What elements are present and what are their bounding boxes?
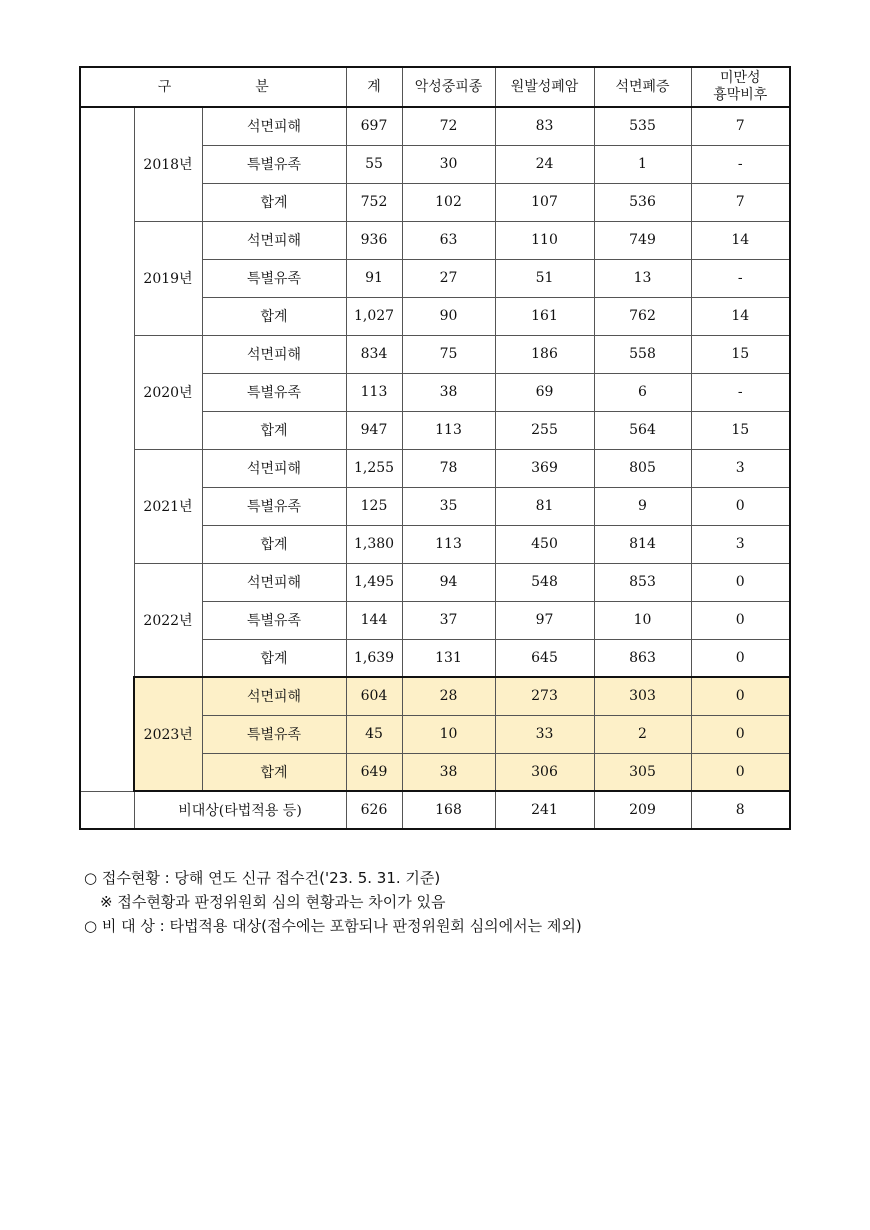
note-line-1: ○ 접수현황 : 당해 연도 신규 접수건('23. 5. 31. 기준) xyxy=(84,869,441,887)
header-category-2: 분 xyxy=(255,78,269,95)
non-target-c2: 241 xyxy=(495,791,594,829)
year-cell: 2020년 xyxy=(134,335,202,449)
cell-total: 1,027 xyxy=(346,297,402,335)
cell-c2: 110 xyxy=(495,221,594,259)
header-col4 xyxy=(691,67,790,107)
cell-c1: 102 xyxy=(402,183,495,221)
row-label: 합계 xyxy=(202,639,346,677)
cell-total: 936 xyxy=(346,221,402,259)
non-target-c1: 168 xyxy=(402,791,495,829)
row-label: 석면피해 xyxy=(202,563,346,601)
cell-c4: 7 xyxy=(691,107,790,145)
cell-c1: 30 xyxy=(402,145,495,183)
header-col4-line2: 흉막비후 xyxy=(713,87,768,103)
cell-c2: 255 xyxy=(495,411,594,449)
row-label: 석면피해 xyxy=(202,221,346,259)
cell-c2: 450 xyxy=(495,525,594,563)
cell-c3: 13 xyxy=(594,259,691,297)
cell-c4: 3 xyxy=(691,449,790,487)
row-label: 석면피해 xyxy=(202,677,346,715)
row-label: 합계 xyxy=(202,297,346,335)
cell-c4: 15 xyxy=(691,335,790,373)
year-cell: 2021년 xyxy=(134,449,202,563)
cell-c2: 369 xyxy=(495,449,594,487)
cell-c2: 97 xyxy=(495,601,594,639)
cell-total: 144 xyxy=(346,601,402,639)
cell-c3: 564 xyxy=(594,411,691,449)
cell-c1: 113 xyxy=(402,525,495,563)
table-header-row xyxy=(80,67,790,107)
row-label: 특별유족 xyxy=(202,373,346,411)
cell-c4: 7 xyxy=(691,183,790,221)
year-cell: 2019년 xyxy=(134,221,202,335)
row-label: 석면피해 xyxy=(202,449,346,487)
cell-c2: 548 xyxy=(495,563,594,601)
cell-c2: 83 xyxy=(495,107,594,145)
cell-c2: 645 xyxy=(495,639,594,677)
cell-c2: 69 xyxy=(495,373,594,411)
table-row xyxy=(80,563,790,601)
cell-c4: 0 xyxy=(691,639,790,677)
cell-c1: 131 xyxy=(402,639,495,677)
row-label: 특별유족 xyxy=(202,715,346,753)
cell-c1: 78 xyxy=(402,449,495,487)
cell-c4: 15 xyxy=(691,411,790,449)
cell-total: 91 xyxy=(346,259,402,297)
table-row xyxy=(80,677,790,715)
cell-c4: 14 xyxy=(691,221,790,259)
cell-c1: 90 xyxy=(402,297,495,335)
cell-c4: 0 xyxy=(691,677,790,715)
cell-c4: - xyxy=(691,373,790,411)
cell-total: 947 xyxy=(346,411,402,449)
cell-c2: 51 xyxy=(495,259,594,297)
cell-c4: 0 xyxy=(691,563,790,601)
table-body xyxy=(80,107,790,829)
cell-c3: 853 xyxy=(594,563,691,601)
notes-section xyxy=(84,866,804,938)
cell-c4: - xyxy=(691,145,790,183)
table-row xyxy=(80,449,790,487)
cell-total: 649 xyxy=(346,753,402,791)
cell-c3: 558 xyxy=(594,335,691,373)
table-row xyxy=(80,221,790,259)
cell-c2: 161 xyxy=(495,297,594,335)
cell-total: 1,380 xyxy=(346,525,402,563)
cell-c1: 94 xyxy=(402,563,495,601)
cell-c2: 33 xyxy=(495,715,594,753)
cell-total: 1,639 xyxy=(346,639,402,677)
header-col4-line1: 미만성 xyxy=(719,70,761,86)
cell-c3: 6 xyxy=(594,373,691,411)
table-row-non-target xyxy=(80,791,790,829)
row-label: 합계 xyxy=(202,183,346,221)
cell-total: 834 xyxy=(346,335,402,373)
header-category xyxy=(80,67,346,107)
cell-c2: 81 xyxy=(495,487,594,525)
cell-total: 45 xyxy=(346,715,402,753)
cell-total: 697 xyxy=(346,107,402,145)
cell-c1: 37 xyxy=(402,601,495,639)
cell-total: 604 xyxy=(346,677,402,715)
cell-c3: 535 xyxy=(594,107,691,145)
note-line-2: ※ 접수현황과 판정위원회 심의 현황과는 차이가 있음 xyxy=(100,893,446,911)
cell-c3: 9 xyxy=(594,487,691,525)
header-col2: 원발성폐암 xyxy=(495,67,594,107)
cell-c1: 113 xyxy=(402,411,495,449)
cell-c1: 28 xyxy=(402,677,495,715)
cell-total: 113 xyxy=(346,373,402,411)
cell-c4: 0 xyxy=(691,715,790,753)
cell-c1: 63 xyxy=(402,221,495,259)
spacer-cell xyxy=(80,107,134,791)
cell-c3: 805 xyxy=(594,449,691,487)
header-category-1: 구 xyxy=(157,78,172,95)
row-label: 특별유족 xyxy=(202,487,346,525)
header-total: 계 xyxy=(346,67,402,107)
cell-total: 55 xyxy=(346,145,402,183)
cell-total: 1,255 xyxy=(346,449,402,487)
non-target-c4: 8 xyxy=(691,791,790,829)
cell-c4: 0 xyxy=(691,753,790,791)
cell-c2: 306 xyxy=(495,753,594,791)
statistics-table xyxy=(79,66,791,830)
cell-c2: 107 xyxy=(495,183,594,221)
cell-c2: 273 xyxy=(495,677,594,715)
row-label: 특별유족 xyxy=(202,259,346,297)
header-col1: 악성중피종 xyxy=(402,67,495,107)
cell-c3: 2 xyxy=(594,715,691,753)
non-target-label: 비대상(타법적용 등) xyxy=(134,791,346,829)
cell-c3: 749 xyxy=(594,221,691,259)
cell-c3: 762 xyxy=(594,297,691,335)
non-target-total: 626 xyxy=(346,791,402,829)
cell-c1: 35 xyxy=(402,487,495,525)
cell-c4: 3 xyxy=(691,525,790,563)
year-cell: 2023년 xyxy=(134,677,202,791)
cell-total: 125 xyxy=(346,487,402,525)
cell-total: 752 xyxy=(346,183,402,221)
cell-c1: 38 xyxy=(402,373,495,411)
note-line-3: ○ 비 대 상 : 타법적용 대상(접수에는 포함되나 판정위원회 심의에서는 제외) xyxy=(84,917,582,935)
cell-c4: 14 xyxy=(691,297,790,335)
cell-c1: 10 xyxy=(402,715,495,753)
cell-c1: 75 xyxy=(402,335,495,373)
year-cell: 2022년 xyxy=(134,563,202,677)
table-row xyxy=(80,107,790,145)
cell-c3: 10 xyxy=(594,601,691,639)
row-label: 석면피해 xyxy=(202,335,346,373)
cell-c2: 24 xyxy=(495,145,594,183)
header-col3: 석면폐증 xyxy=(594,67,691,107)
non-target-c3: 209 xyxy=(594,791,691,829)
row-label: 합계 xyxy=(202,753,346,791)
cell-c3: 303 xyxy=(594,677,691,715)
row-label: 합계 xyxy=(202,411,346,449)
cell-c4: 0 xyxy=(691,601,790,639)
cell-c4: 0 xyxy=(691,487,790,525)
cell-c3: 814 xyxy=(594,525,691,563)
cell-c1: 27 xyxy=(402,259,495,297)
row-label: 특별유족 xyxy=(202,145,346,183)
cell-c3: 305 xyxy=(594,753,691,791)
spacer-cell-bottom xyxy=(80,791,134,829)
cell-c4: - xyxy=(691,259,790,297)
table-row xyxy=(80,335,790,373)
cell-c1: 38 xyxy=(402,753,495,791)
cell-total: 1,495 xyxy=(346,563,402,601)
cell-c3: 863 xyxy=(594,639,691,677)
row-label: 합계 xyxy=(202,525,346,563)
row-label: 석면피해 xyxy=(202,107,346,145)
cell-c3: 536 xyxy=(594,183,691,221)
row-label: 특별유족 xyxy=(202,601,346,639)
cell-c3: 1 xyxy=(594,145,691,183)
cell-c1: 72 xyxy=(402,107,495,145)
cell-c2: 186 xyxy=(495,335,594,373)
year-cell: 2018년 xyxy=(134,107,202,221)
